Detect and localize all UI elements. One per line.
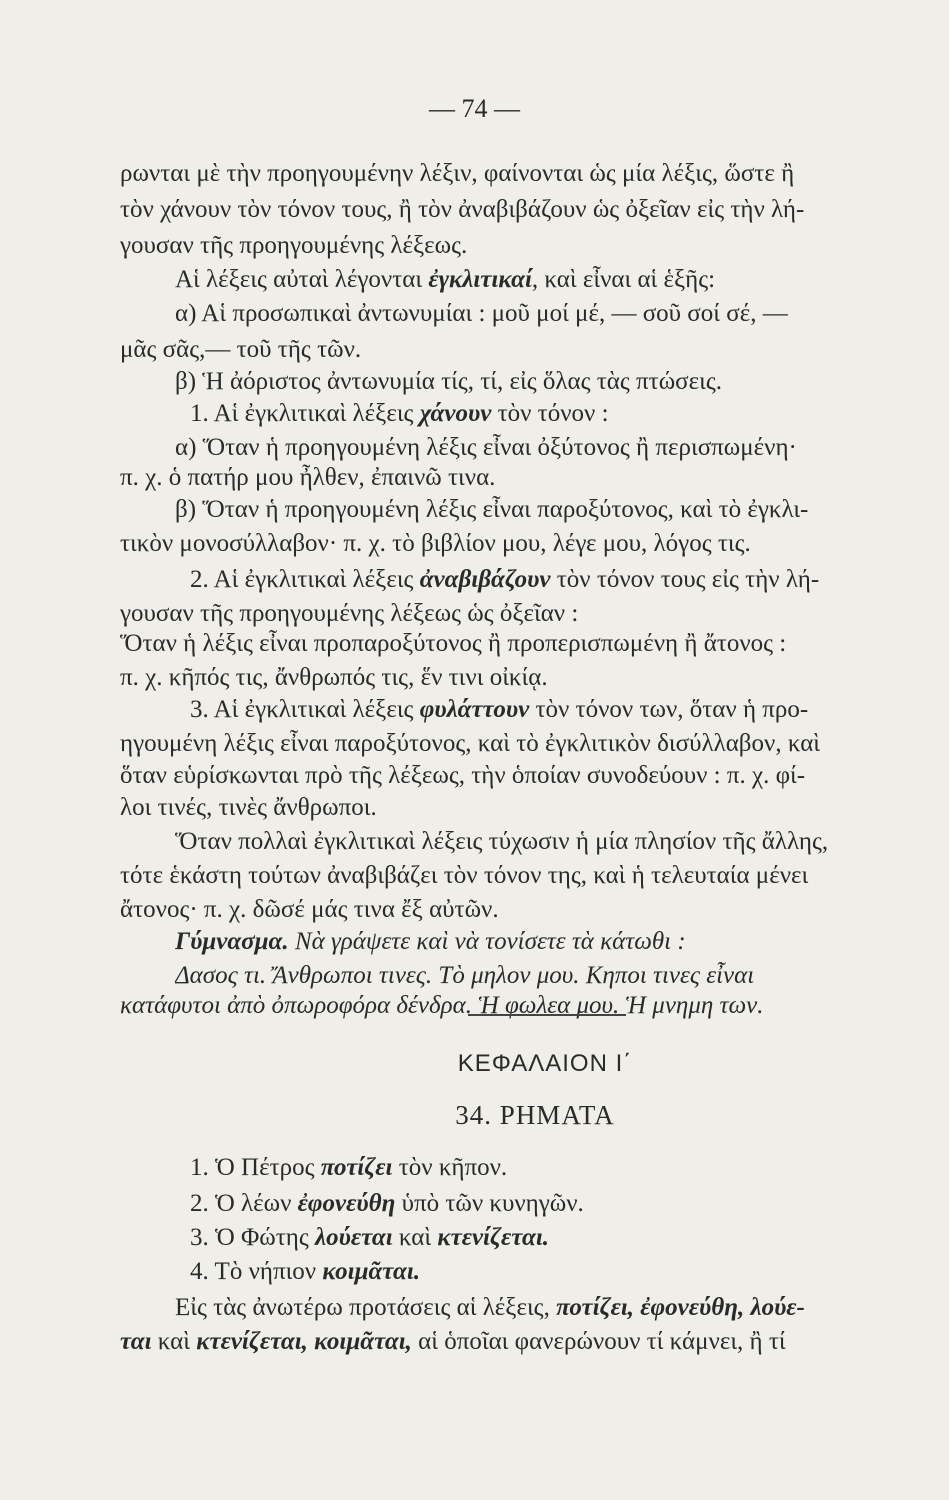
text-line: β) Ἡ ἀόριστος ἀντωνυμία τίς, τί, εἰς ὅλας τὰς πτώσεις. <box>175 368 723 395</box>
text-line: μᾶς σᾶς,— τοῦ τῆς τῶν. <box>120 336 362 363</box>
exercise-line: Δασος τι. Ἄνθρωποι τινες. Τὸ μηλον μου. Κηποι τινες εἶναι <box>175 962 755 989</box>
exercise-heading: Γύμνασμα. Νὰ γράψετε καὶ νὰ τονίσετε τὰ κάτωθι : <box>175 928 686 955</box>
text-line: λοι τινές, τινὲς ἄνθρωποι. <box>120 794 377 821</box>
text-line: 2. Αἱ ἐγκλιτικαὶ λέξεις ἀναβιβάζουν τὸν τόνον τους εἰς τὴν λή- <box>190 566 820 593</box>
text-line: ὅταν εὑρίσκωνται πρὸ τῆς λέξεως, τὴν ὁποίαν συνοδεύουν : π. χ. φί- <box>120 762 806 789</box>
closing-line: Εἰς τὰς ἀνωτέρω προτάσεις αἱ λέξεις, ποτίζει, ἐφονεύθη, λούε- <box>175 1294 805 1321</box>
chapter-title: ΚΕΦΑΛΑΙΟΝ Ι΄ <box>457 1050 633 1077</box>
text-line: ἄτονος· π. χ. δῶσέ μάς τινα ἔξ αὐτῶν. <box>120 896 499 923</box>
text-line: α) Αἱ προσωπικαὶ ἀντωνυμίαι : μοῦ μοί μέ, — σοῦ σοί σέ, — <box>175 300 788 327</box>
text-line: α) Ὅταν ἡ προηγουμένη λέξις εἶναι ὀξύτονος ἢ περισπωμένη· <box>175 434 797 461</box>
term-lose: χάνουν <box>419 400 492 427</box>
text-line: Ὅταν ἡ λέξις εἶναι προπαροξύτονος ἢ προπερισπωμένη ἢ ἄτονος : <box>120 630 787 657</box>
page-number: — 74 — <box>429 94 520 123</box>
example-line: 1. Ὁ Πέτρος ποτίζει τὸν κῆπον. <box>190 1154 508 1181</box>
section-title: 34. ΡΗΜΑΤΑ <box>455 1100 615 1130</box>
text-line: β) Ὅταν ἡ προηγουμένη λέξις εἶναι παροξύτονος, καὶ τὸ ἐγκλι- <box>175 496 809 523</box>
example-line: 2. Ὁ λέων ἐφονεύθη ὑπὸ τῶν κυνηγῶν. <box>190 1190 584 1217</box>
exercise-line: κατάφυτοι ἀπὸ ὀπωροφόρα δένδρα. Ἡ φωλεα μου. Ἡ μνημη των. <box>120 992 764 1019</box>
term-raise: ἀναβιβάζουν <box>419 566 551 593</box>
text-line: Ὅταν πολλαὶ ἐγκλιτικαὶ λέξεις τύχωσιν ἡ μία πλησίον τῆς ἄλλης, <box>175 828 829 855</box>
example-line: 4. Τὸ νήπιον κοιμᾶται. <box>190 1258 421 1285</box>
text-line: Αἱ λέξεις αὐταὶ λέγονται ἐγκλιτικαί, καὶ εἶναι αἱ ἑξῆς: <box>175 266 716 293</box>
text-line: τικὸν μονοσύλλαβον· π. χ. τὸ βιβλίον μου, λέγε μου, λόγος τις. <box>120 530 751 557</box>
example-line: 3. Ὁ Φώτης λούεται καὶ κτενίζεται. <box>190 1224 550 1251</box>
text-line: γουσαν τῆς προηγουμένης λέξεως. <box>120 232 468 259</box>
term-enclitics: ἐγκλιτικαί <box>428 266 532 293</box>
text-line: τὸν χάνουν τὸν τόνον τους, ἢ τὸν ἀναβιβάζουν ὡς ὀξεῖαν εἰς τὴν λή- <box>120 196 805 223</box>
term-keep: φυλάττουν <box>419 696 530 723</box>
text-line: 1. Αἱ ἐγκλιτικαὶ λέξεις χάνουν τὸν τόνον : <box>190 400 609 427</box>
text-line: π. χ. ὁ πατήρ μου ἦλθεν, ἐπαινῶ τινα. <box>120 464 496 491</box>
text-line: τότε ἑκάστη τούτων ἀναβιβάζει τὸν τόνον της, καὶ ἡ τελευταία μένει <box>120 862 809 889</box>
text-line: 3. Αἱ ἐγκλιτικαὶ λέξεις φυλάττουν τὸν τόνον των, ὅταν ἡ προ- <box>190 696 809 723</box>
closing-line: ται καὶ κτενίζεται, κοιμᾶται, αἱ ὁποῖαι φανερώνουν τί κάμνει, ἢ τί <box>120 1328 786 1355</box>
exercise-label: Γύμνασμα. <box>175 928 289 955</box>
text-line: ρωνται μὲ τὴν προηγουμένην λέξιν, φαίνονται ὡς μία λέξις, ὥστε ἢ <box>120 160 795 187</box>
section-divider <box>468 1014 626 1016</box>
text-line: π. χ. κῆπός τις, ἄνθρωπός τις, ἕν τινι οἰκίᾳ. <box>120 664 548 691</box>
text-line: γουσαν τῆς προηγουμένης λέξεως ὡς ὀξεῖαν : <box>120 600 579 627</box>
text-line: ηγουμένη λέξις εἶναι παροξύτονος, καὶ τὸ ἐγκλιτικὸν δισύλλαβον, καὶ <box>120 730 821 757</box>
